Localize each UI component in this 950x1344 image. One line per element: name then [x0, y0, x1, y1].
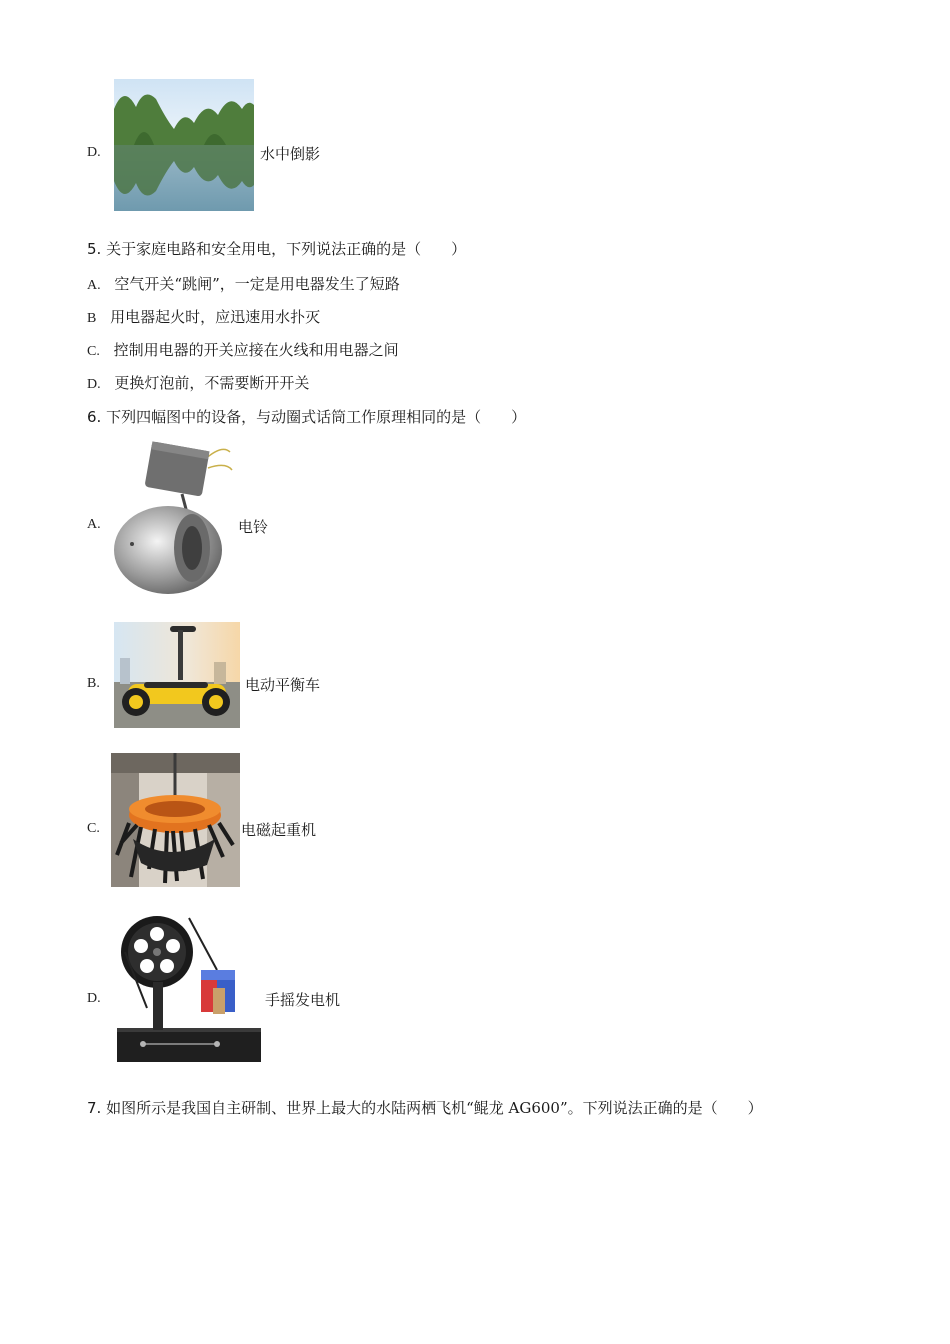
q5-option-c-letter: C.: [87, 344, 100, 359]
electric-bell-image: [112, 440, 234, 598]
q5-stem: [87, 238, 466, 259]
q6-option-c-caption: 电磁起重机: [241, 821, 317, 839]
q5-option-a: [87, 273, 400, 294]
q5-option-d-letter: D.: [87, 377, 101, 392]
q5-option-a-text: 空气开关“跳闸”，一定是用电器发生了短路: [114, 275, 400, 293]
q6-option-d-letter: D.: [87, 991, 101, 1006]
q6-option-b-letter: B.: [87, 676, 100, 691]
q5-number: 5.: [87, 240, 102, 258]
q5-option-d-text: 更换灯泡前，不需要断开开关: [114, 374, 310, 392]
q5-option-b-text: 用电器起火时，应迅速用水扑灭: [110, 308, 321, 326]
q6-option-d-caption: 手摇发电机: [265, 991, 341, 1009]
q5-option-b-letter: B: [87, 311, 97, 326]
balance-scooter-image: [114, 622, 240, 728]
q6-stem-text: 下列四幅图中的设备，与动圈式话筒工作原理相同的是（ ）: [106, 408, 527, 426]
q6-option-a-caption: 电铃: [238, 518, 269, 536]
q5-option-b: [87, 306, 320, 327]
electromagnetic-crane-image: [111, 753, 240, 887]
q7-number: 7.: [87, 1099, 102, 1117]
q5-option-c: [87, 339, 399, 360]
q6-number: 6.: [87, 408, 102, 426]
landscape-reflection-image: [114, 79, 254, 211]
q6-option-a-letter: A.: [87, 517, 101, 532]
q7-stem: [87, 1097, 763, 1118]
q6-option-c-letter: C.: [87, 821, 100, 836]
q5-option-d: [87, 372, 309, 393]
q5-option-a-letter: A.: [87, 278, 101, 293]
q7-stem-text: 如图所示是我国自主研制、世界上最大的水陆两栖飞机“鲲龙 AG600”。下列说法正确的是（ ）: [106, 1099, 763, 1117]
q6-option-b-caption: 电动平衡车: [245, 676, 321, 694]
q4-option-d-letter: D.: [87, 145, 101, 160]
q6-stem: [87, 406, 526, 427]
q5-stem-text: 关于家庭电路和安全用电，下列说法正确的是（ ）: [106, 240, 467, 258]
q4-option-d-caption: 水中倒影: [260, 145, 321, 163]
hand-crank-generator-image: [113, 912, 263, 1064]
q5-option-c-text: 控制用电器的开关应接在火线和用电器之间: [113, 341, 399, 359]
